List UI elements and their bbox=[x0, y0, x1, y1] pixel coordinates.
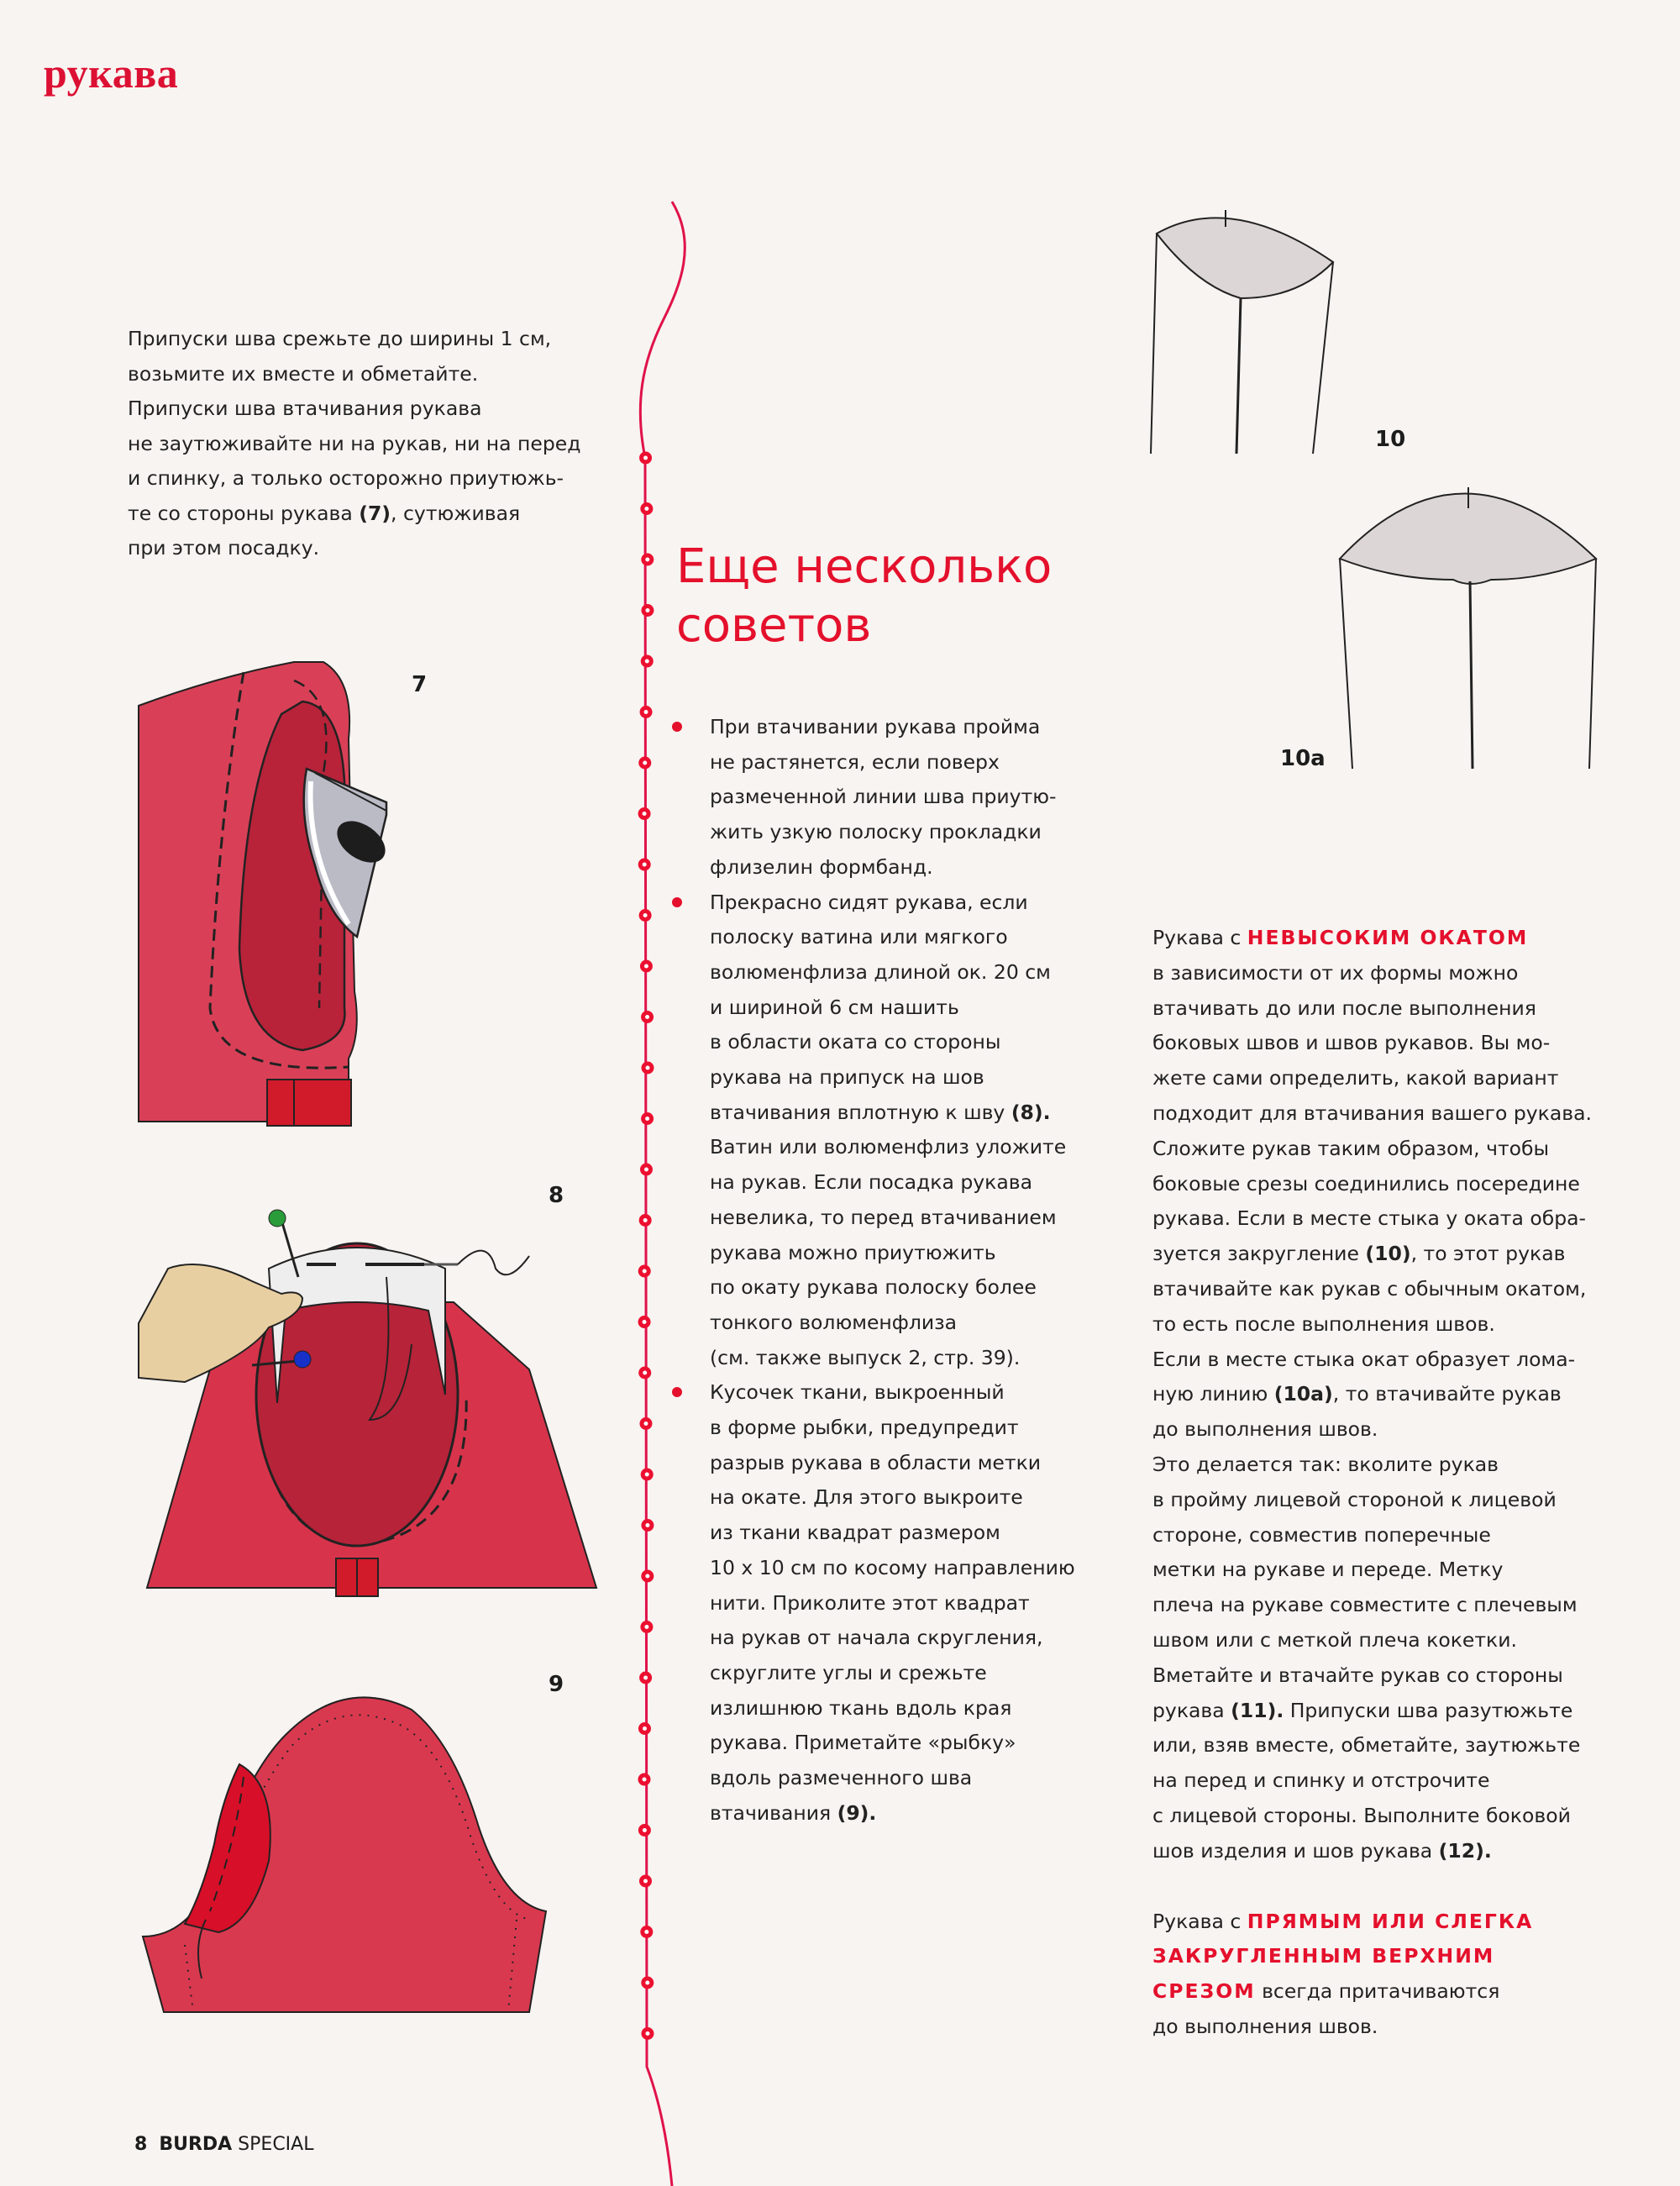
intro-line: и спинку, а только осторожно приутюжь- bbox=[128, 466, 564, 490]
figure-ref-10: (10) bbox=[1365, 1242, 1411, 1266]
tip-item: Прекрасно сидят рукава, если полоску ватина или мягкого волюменфлиза длиной ок. 20 см и шириной 6 см нашить в области оката со стороны рукава на припуск на шов втачивания вплотную к шву (8). Ватин или волюменфлиз уложите на рукав. Если посадка рукава невелика, то перед втачиванием рукава можно приутюжить по окату рукава полоску более тонкого волюменфлиза (см. также выпуск 2, стр. 39). bbox=[672, 885, 1109, 1376]
tips-list bbox=[672, 710, 1109, 1831]
brand-name: BURDA bbox=[159, 2134, 233, 2155]
figure-9-label: 9 bbox=[549, 1672, 564, 1697]
figure-ref-12: (12). bbox=[1438, 1838, 1492, 1863]
bullet-icon bbox=[672, 1387, 682, 1397]
figure-ref-10a: (10a) bbox=[1273, 1382, 1333, 1406]
figure-ref-7: (7) bbox=[359, 501, 391, 525]
low-cap-highlight: НЕВЫСОКИМ ОКАТОМ bbox=[1247, 926, 1529, 949]
figure-10-label: 10 bbox=[1375, 427, 1406, 452]
page-number: 8 bbox=[134, 2134, 148, 2155]
intro-line: те со стороны рукава (7), сутюживая bbox=[128, 501, 521, 525]
bullet-icon bbox=[672, 897, 682, 907]
tips-heading: Еще несколько советов bbox=[676, 539, 1053, 653]
figure-ref-8: (8). bbox=[1011, 1100, 1051, 1124]
figure-10a-illustration bbox=[1336, 428, 1604, 773]
tip-item: Кусочек ткани, выкроенный в форме рыбки, предупредит разрыв рукава в области метки на окате. Для этого выкроите из ткани квадрат размером 10 x 10 см по косому направлению нити. Приколите этот квадрат на рукав от начала скругления, скруглите углы и срежьте излишнюю ткань вдоль края рукава. Приметайте «рыбку» вдоль размеченного шва втачивания (9). bbox=[672, 1375, 1109, 1831]
low-cap-paragraph: Рукава с НЕВЫСОКИМ ОКАТОМ в зависимости от их формы можно втачивать до или после выполнения боковых швов и швов рукавов. Вы мо- жете сами определить, какой вариант подходит для втачивания вашего рукава. Сложите рукав таким образом, чтобы боковые срезы соединились посередине рукава. Если в месте стыка у оката обра- зуется закругление (10), то этот рукав втачивайте как рукав с обычным окатом, то есть после выполнения швов. Если в месте стыка окат образует лома- ную линию (10a), то втачивайте рукав до выполнения швов. Это делается так: вколите рукав в пройму лицевой стороной к лицевой стороне, совместив поперечные метки на рукаве и переде. Метку плеча на рукаве совместите с плечевым швом или с меткой плеча кокетки. Вметайте и втачайте рукав со стороны рукава (11). Припуски шва разутюжьте или, взяв вместе, обметайте, заутюжьте на перед и спинку и отстрочите с лицевой стороны. Выполните боковой шов изделия и шов рукава (12). bbox=[1152, 926, 1592, 1863]
bullet-icon bbox=[672, 722, 682, 732]
figure-ref-11: (11). bbox=[1231, 1698, 1284, 1722]
intro-line: Припуски шва втачивания рукава bbox=[128, 397, 482, 420]
figure-9-illustration bbox=[134, 1659, 588, 2012]
figure-8-label: 8 bbox=[549, 1183, 564, 1208]
intro-line: не заутюживайте ни на рукав, ни на перед bbox=[128, 431, 581, 455]
intro-line: Припуски шва срежьте до ширины 1 см, bbox=[128, 327, 552, 350]
section-title: рукава bbox=[44, 50, 179, 97]
figure-8-illustration bbox=[134, 1176, 605, 1596]
straight-cap-paragraph: Рукава с ПРЯМЫМ ИЛИ СЛЕГКА ЗАКРУГЛЕННЫМ ВЕРХНИМ СРЕЗОМ всегда притачиваются до выполнения швов. bbox=[1152, 1909, 1534, 2038]
intro-line: при этом посадку. bbox=[128, 536, 320, 560]
figure-10a-label: 10a bbox=[1280, 746, 1326, 771]
right-column-text bbox=[1152, 921, 1623, 2045]
figure-7-label: 7 bbox=[412, 672, 428, 697]
figure-7-illustration bbox=[134, 655, 605, 1126]
tip-item: При втачивании рукава пройма не растянется, если поверх размеченной линии шва приутю- жить узкую полоску прокладки флизелин формбанд. bbox=[672, 710, 1109, 885]
figure-ref-9: (9). bbox=[837, 1800, 877, 1825]
intro-line: возьмите их вместе и обметайте. bbox=[128, 361, 479, 386]
figure-10-illustration bbox=[1147, 202, 1365, 470]
page-footer: 8 BURDA SPECIAL bbox=[134, 2134, 314, 2155]
